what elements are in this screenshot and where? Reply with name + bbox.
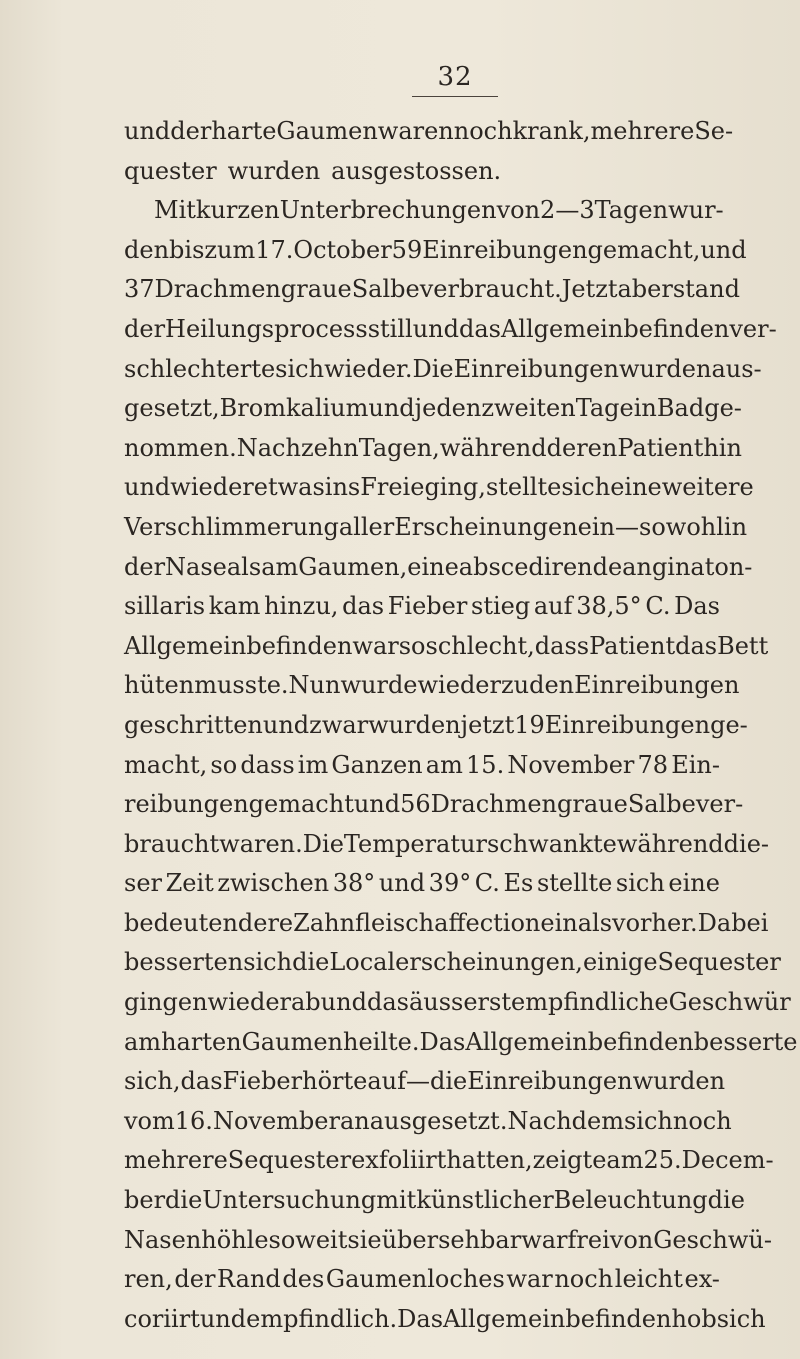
- word: besserten: [124, 948, 244, 977]
- text-line: [124, 587, 720, 627]
- word: Nase: [165, 552, 227, 581]
- word: Allgemeinbefinden: [443, 1304, 672, 1333]
- word: 37: [124, 275, 155, 304]
- word: wur-: [668, 196, 724, 225]
- word: Ganzen: [331, 750, 423, 779]
- word: wieder: [207, 988, 291, 1017]
- word: am: [606, 1146, 644, 1175]
- word: und: [124, 473, 171, 502]
- text-line: [124, 310, 777, 350]
- word: der: [124, 552, 166, 581]
- word: und: [412, 314, 459, 343]
- word: Einreibungen: [422, 235, 588, 264]
- word: Dabei: [697, 908, 769, 937]
- word: das: [180, 1067, 223, 1096]
- word: gemacht: [248, 790, 354, 819]
- word: Drachmen: [430, 790, 558, 819]
- word: Rand: [217, 1265, 281, 1294]
- word: zum: [204, 235, 256, 264]
- word: abscedirende: [458, 552, 623, 581]
- word: war: [506, 1265, 553, 1294]
- word: verbraucht.: [419, 275, 562, 304]
- word: das: [366, 988, 409, 1017]
- word: deren: [546, 433, 618, 462]
- word: dass: [240, 750, 295, 779]
- word: wurden: [368, 710, 461, 739]
- word: der: [124, 314, 166, 343]
- word: schlecht,: [425, 631, 535, 660]
- word: Se-: [694, 117, 734, 145]
- word: zeigte: [532, 1146, 607, 1175]
- word: Bad: [656, 394, 705, 423]
- word: ren,: [124, 1265, 173, 1294]
- word: Ein-: [671, 750, 720, 779]
- word: vorher.: [612, 908, 698, 937]
- word: die: [292, 948, 330, 977]
- word: von: [609, 1225, 654, 1254]
- word: so: [210, 750, 238, 779]
- word: November: [212, 1106, 340, 1135]
- word: Das: [419, 1027, 466, 1056]
- word: ser: [124, 869, 162, 898]
- word: reibungen: [124, 790, 249, 819]
- word: Freie: [360, 473, 425, 502]
- word: bis: [169, 235, 205, 264]
- word: schwankte: [486, 829, 617, 858]
- word: die-: [723, 829, 770, 858]
- word: Bromkalium: [219, 394, 369, 423]
- word: eine: [668, 869, 720, 898]
- text-line: [124, 350, 762, 390]
- word: wurde: [340, 671, 418, 700]
- word: die: [430, 1067, 468, 1096]
- word: Gaumen: [276, 117, 378, 145]
- word: harte: [211, 117, 277, 145]
- word: Sequester: [227, 1146, 352, 1175]
- word: C.: [645, 592, 671, 621]
- word: stieg: [471, 592, 531, 621]
- word: Zahnfleischaffection: [293, 908, 541, 937]
- text-line: [124, 1221, 772, 1261]
- word: noch: [453, 117, 513, 145]
- text-line: [124, 191, 724, 231]
- word: angina: [622, 552, 705, 581]
- page-number: 32: [437, 62, 473, 92]
- text-line: [124, 112, 734, 152]
- word: hinzu,: [264, 592, 339, 621]
- text-line: [124, 152, 720, 192]
- word: der: [174, 1265, 216, 1294]
- word: war: [352, 631, 399, 660]
- word: ex-: [684, 1265, 720, 1294]
- word: wurden: [227, 156, 321, 185]
- word: ge-: [710, 710, 748, 739]
- word: Verschlimmerung: [124, 512, 339, 541]
- word: die: [165, 1186, 203, 1215]
- word: im: [297, 750, 329, 779]
- word: zweiten: [481, 394, 576, 423]
- word: Heilungsprocess: [165, 314, 368, 343]
- word: sich: [275, 354, 325, 383]
- word: ging,: [424, 473, 486, 502]
- text-line: [124, 666, 740, 706]
- text-line: [124, 231, 747, 271]
- word: und: [378, 869, 426, 898]
- word: als: [226, 552, 262, 581]
- word: coriirt: [124, 1304, 200, 1333]
- word: Gaumen,: [298, 552, 408, 581]
- text-line: [124, 548, 753, 588]
- word: so: [398, 631, 426, 660]
- word: Nachdem: [507, 1106, 624, 1135]
- word: 39°: [428, 869, 472, 898]
- word: noch: [554, 1265, 614, 1294]
- word: Patient: [589, 631, 676, 660]
- word: hüten: [124, 671, 195, 700]
- text-line: [124, 508, 748, 548]
- word: ausgesetzt.: [369, 1106, 508, 1135]
- word: wurden: [632, 1067, 726, 1096]
- text-line: [124, 785, 744, 825]
- word: Die: [302, 829, 344, 858]
- word: macht,: [124, 750, 208, 779]
- word: 15.: [466, 750, 505, 779]
- word: waren: [377, 117, 454, 145]
- word: bedeutendere: [124, 908, 294, 937]
- word: Patient: [617, 433, 704, 462]
- word: mit: [376, 1186, 417, 1215]
- word: Nasenhöhle: [124, 1225, 269, 1254]
- page-number-rule: [412, 96, 498, 97]
- word: Bett: [717, 631, 769, 660]
- word: 16.: [174, 1106, 213, 1135]
- word: 78: [637, 750, 669, 779]
- word: graue: [557, 790, 628, 819]
- word: aber: [617, 275, 673, 304]
- word: zwar: [309, 710, 369, 739]
- text-line: [124, 429, 742, 469]
- word: wieder: [417, 671, 501, 700]
- word: Geschwür: [668, 988, 791, 1017]
- word: ausgestossen.: [331, 156, 502, 185]
- word: aus-: [711, 354, 762, 383]
- word: Das: [397, 1304, 444, 1333]
- word: mehrere: [590, 117, 695, 145]
- text-line: [124, 1062, 726, 1102]
- word: auf: [367, 1067, 406, 1096]
- word: ein: [540, 908, 578, 937]
- word: Jetzt: [561, 275, 618, 304]
- word: kurzen: [195, 196, 280, 225]
- word: krank,: [512, 117, 591, 145]
- text-line: [124, 706, 748, 746]
- word: sillaris: [124, 592, 206, 621]
- word: und: [262, 710, 310, 739]
- word: ein: [577, 512, 616, 541]
- word: —: [615, 512, 640, 541]
- word: schlechterte: [124, 354, 276, 383]
- word: 38°: [332, 869, 376, 898]
- word: Einreibungen: [574, 671, 740, 700]
- word: nommen.: [124, 433, 237, 462]
- word: sich: [716, 1304, 766, 1333]
- word: das: [458, 314, 501, 343]
- word: während: [616, 829, 724, 858]
- word: Localerscheinungen,: [329, 948, 583, 977]
- word: stand: [672, 275, 740, 304]
- text-line: [124, 904, 769, 944]
- word: die: [707, 1186, 745, 1215]
- word: wurden: [618, 354, 712, 383]
- word: sich: [243, 948, 293, 977]
- word: den: [529, 671, 575, 700]
- word: 25.: [643, 1146, 682, 1175]
- word: ge-: [704, 394, 742, 423]
- word: waren.: [219, 829, 303, 858]
- text-line: [124, 1181, 745, 1221]
- word: am: [261, 552, 299, 581]
- word: am: [425, 750, 463, 779]
- word: braucht: [124, 829, 220, 858]
- word: Fieber: [222, 1067, 303, 1096]
- text-line: [124, 468, 754, 508]
- word: als: [577, 908, 613, 937]
- word: harten: [161, 1027, 242, 1056]
- word: Sequester: [657, 948, 781, 977]
- word: 38,5°: [576, 592, 642, 621]
- body-text: [124, 112, 798, 1339]
- word: Einreibungen: [544, 710, 711, 739]
- word: weitere: [661, 473, 754, 502]
- word: und: [199, 1304, 247, 1333]
- word: stellte: [485, 473, 562, 502]
- word: und: [353, 790, 401, 819]
- word: gesetzt,: [124, 394, 220, 423]
- word: Allgemeinbefinden: [500, 314, 730, 343]
- word: des: [282, 1265, 325, 1294]
- word: soweit: [268, 1225, 348, 1254]
- word: sich: [623, 1106, 673, 1135]
- word: leicht: [614, 1265, 683, 1294]
- word: auf: [533, 592, 573, 621]
- word: Unterbrechungen: [279, 196, 497, 225]
- word: Allgemeinbefinden: [124, 631, 353, 660]
- word: künstlicher: [416, 1186, 554, 1215]
- word: November: [507, 750, 635, 779]
- word: Untersuchung: [202, 1186, 377, 1215]
- word: quester: [124, 156, 217, 185]
- word: sich: [615, 869, 665, 898]
- word: aller: [338, 512, 395, 541]
- word: an: [339, 1106, 370, 1135]
- word: Nach: [236, 433, 301, 462]
- word: zehn: [300, 433, 359, 462]
- word: ein: [619, 394, 657, 423]
- word: empfindliche: [511, 988, 669, 1017]
- word: ver-: [695, 790, 744, 819]
- text-line: [124, 825, 770, 865]
- word: noch: [672, 1106, 732, 1135]
- word: Gaumenloches: [325, 1265, 505, 1294]
- word: dass: [534, 631, 590, 660]
- word: Es: [503, 869, 534, 898]
- word: sie: [347, 1225, 382, 1254]
- text-line: [124, 389, 742, 429]
- word: übersehbar: [381, 1225, 522, 1254]
- word: äusserst: [408, 988, 511, 1017]
- word: sich,: [124, 1067, 181, 1096]
- word: ver-: [729, 314, 777, 343]
- word: war: [521, 1225, 568, 1254]
- word: hatten,: [446, 1146, 533, 1175]
- text-line: [124, 627, 769, 667]
- word: und: [320, 988, 367, 1017]
- word: Tagen,: [358, 433, 440, 462]
- word: Salbe: [351, 275, 420, 304]
- word: Tag: [575, 394, 620, 423]
- word: gingen: [124, 988, 208, 1017]
- word: Das: [674, 592, 720, 621]
- word: hin: [703, 433, 742, 462]
- word: 56: [400, 790, 431, 819]
- word: Erscheinungen: [394, 512, 578, 541]
- word: eine: [610, 473, 662, 502]
- word: sowohl: [639, 512, 724, 541]
- text-line: [124, 270, 740, 310]
- word: Mit: [154, 196, 196, 225]
- word: ber: [124, 1186, 166, 1215]
- word: ins: [324, 473, 361, 502]
- word: während: [439, 433, 547, 462]
- word: vom: [124, 1106, 175, 1135]
- word: Gaumen: [241, 1027, 343, 1056]
- word: einige: [582, 948, 658, 977]
- word: sich: [561, 473, 611, 502]
- word: Zeit: [165, 869, 214, 898]
- word: October: [293, 235, 392, 264]
- text-line: [124, 1102, 732, 1142]
- word: am: [124, 1027, 162, 1056]
- word: kam: [208, 592, 261, 621]
- word: Nun: [288, 671, 341, 700]
- word: 19: [514, 710, 545, 739]
- word: das: [675, 631, 718, 660]
- word: Einreibungen: [467, 1067, 633, 1096]
- word: zu: [500, 671, 530, 700]
- word: ab: [291, 988, 321, 1017]
- text-line: [124, 1260, 720, 1300]
- word: wieder: [170, 473, 254, 502]
- word: wieder.: [324, 354, 413, 383]
- word: von: [496, 196, 541, 225]
- word: stellte: [536, 869, 613, 898]
- word: den: [124, 235, 170, 264]
- word: Allgemeinbefinden: [465, 1027, 694, 1056]
- text-line: [124, 1023, 798, 1063]
- word: —: [406, 1067, 430, 1096]
- word: Fieber: [387, 592, 468, 621]
- word: in: [723, 512, 748, 541]
- word: graue: [280, 275, 352, 304]
- text-line: [124, 1300, 766, 1340]
- word: zwischen: [217, 869, 330, 898]
- word: jeden: [414, 394, 482, 423]
- word: hob: [671, 1304, 717, 1333]
- word: gemacht,: [587, 235, 701, 264]
- word: eine: [407, 552, 459, 581]
- word: still: [367, 314, 413, 343]
- text-line: [124, 1141, 774, 1181]
- word: 59: [391, 235, 423, 264]
- word: mehrere: [124, 1146, 228, 1175]
- word: C.: [474, 869, 500, 898]
- word: Geschwü-: [653, 1225, 772, 1254]
- word: heilte.: [342, 1027, 420, 1056]
- text-line: [124, 943, 781, 983]
- word: 17.: [255, 235, 294, 264]
- word: Beleuchtung: [553, 1186, 708, 1215]
- word: besserte: [693, 1027, 798, 1056]
- word: und: [368, 394, 415, 423]
- word: Salbe: [627, 790, 696, 819]
- word: der: [170, 117, 212, 145]
- word: hörte: [302, 1067, 368, 1096]
- word: Die: [412, 354, 454, 383]
- text-line: [124, 746, 720, 786]
- word: und: [700, 235, 747, 264]
- word: Tagen: [594, 196, 669, 225]
- word: etwas: [253, 473, 325, 502]
- text-line: [124, 864, 720, 904]
- word: jetzt: [460, 710, 515, 739]
- word: empfindlich.: [246, 1304, 398, 1333]
- word: und: [124, 117, 171, 145]
- word: Decem-: [681, 1146, 774, 1175]
- text-line: [124, 983, 791, 1023]
- word: 2—3: [540, 196, 595, 225]
- word: Drachmen: [154, 275, 281, 304]
- word: Einreibungen: [453, 354, 619, 383]
- word: exfoliirt: [351, 1146, 447, 1175]
- word: das: [342, 592, 385, 621]
- word: frei: [567, 1225, 610, 1254]
- word: Temperatur: [343, 829, 487, 858]
- word: geschritten: [124, 710, 263, 739]
- word: musste.: [194, 671, 289, 700]
- word: ton-: [704, 552, 753, 581]
